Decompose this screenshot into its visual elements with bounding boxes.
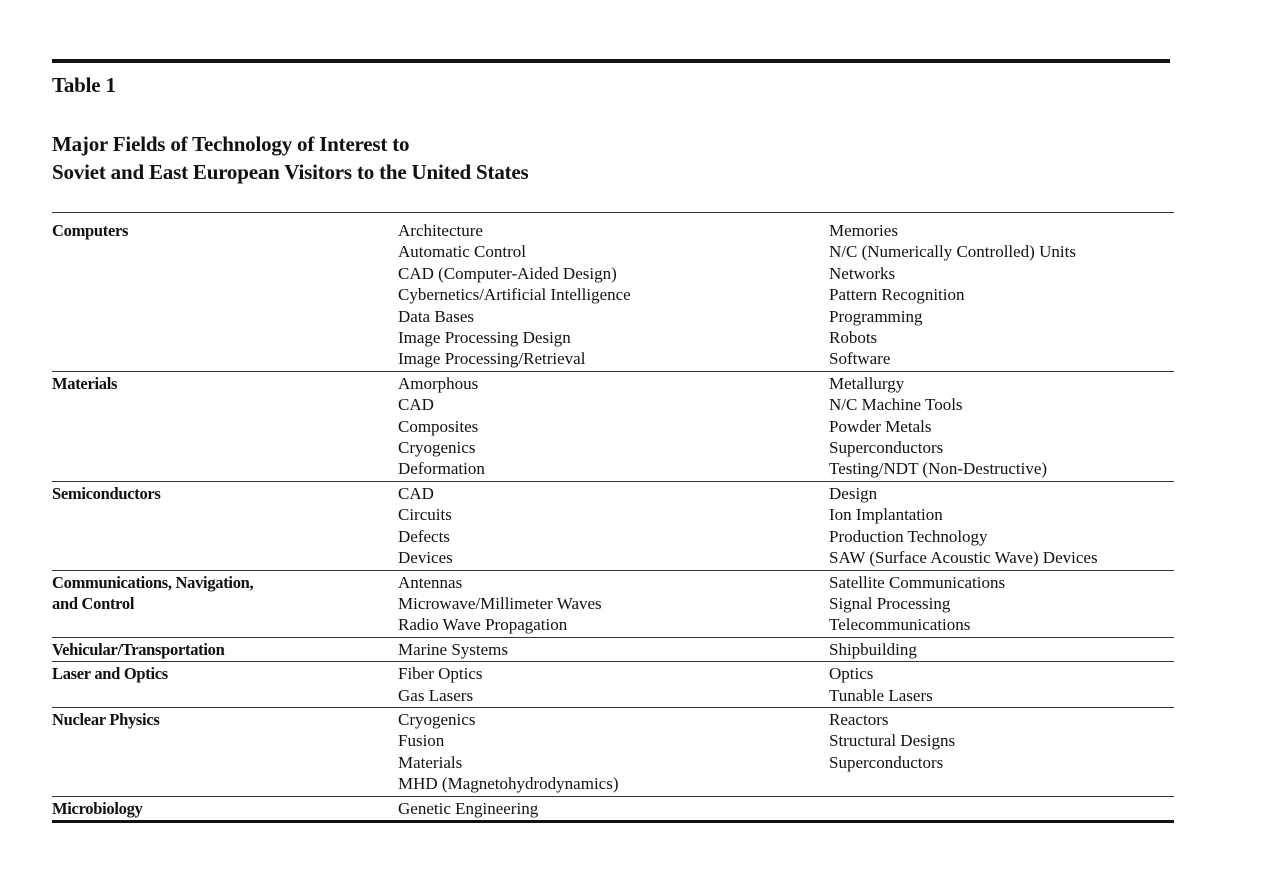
category-label: Laser and Optics: [52, 664, 168, 684]
subfield-item: Superconductors: [829, 752, 944, 772]
subfield-item: Memories: [829, 221, 898, 240]
subfield-item: Defects: [398, 526, 450, 546]
category-cell: [52, 572, 398, 636]
subfield-item: Fusion: [398, 731, 445, 751]
subfield-column-b: [829, 483, 1174, 569]
table-label: Table 1: [52, 73, 116, 97]
table-title: [52, 130, 529, 186]
subfield-item: Cybernetics/Artificial Intelligence: [398, 285, 631, 305]
subfield-item: N/C Machine Tools: [829, 395, 963, 415]
subfield-item: CAD: [398, 483, 434, 503]
header-rule: [52, 212, 1174, 213]
subfield-column-a: [398, 572, 829, 636]
table-row: [52, 482, 1174, 571]
subfield-column-a: [398, 639, 829, 660]
subfield-item: N/C (Numerically Controlled) Units: [829, 242, 1076, 262]
subfield-item: Composites: [398, 416, 479, 436]
subfield-column-a: [398, 663, 829, 706]
subfield-column-b: [829, 639, 1174, 660]
category-label: Nuclear Physics: [52, 709, 160, 729]
subfield-item: Materials: [398, 752, 463, 772]
subfield-item: MHD (Magnetohydrodynamics): [398, 774, 619, 794]
title-line: Major Fields of Technology of Interest to: [52, 132, 410, 156]
subfield-item: Testing/NDT (Non-Destructive): [829, 459, 1048, 479]
subfield-item: Image Processing/Retrieval: [398, 349, 586, 369]
category-cell: [52, 663, 398, 706]
subfield-item: Cryogenics: [398, 709, 476, 729]
subfield-item: Optics: [829, 664, 874, 684]
subfield-item: Powder Metals: [829, 416, 932, 436]
subfield-item: SAW (Surface Acoustic Wave) Devices: [829, 548, 1098, 568]
subfield-item: Reactors: [829, 709, 889, 729]
subfield-column-a: [398, 483, 829, 569]
category-label: and Control: [52, 593, 135, 613]
subfield-item: Programming: [829, 306, 923, 326]
subfield-item: Design: [829, 483, 878, 503]
technology-table: [52, 219, 1174, 823]
category-cell: [52, 483, 398, 569]
category-label: Microbiology: [52, 798, 143, 818]
table-row: [52, 708, 1174, 797]
subfield-column-b: [829, 663, 1174, 706]
subfield-item: Circuits: [398, 505, 452, 525]
category-cell: [52, 709, 398, 795]
subfield-item: Telecommunications: [829, 615, 971, 635]
table-row: [52, 571, 1174, 638]
subfield-item: Data Bases: [398, 306, 475, 326]
subfield-item: Radio Wave Propagation: [398, 615, 568, 635]
subfield-item: Metallurgy: [829, 373, 905, 393]
subfield-item: Ion Implantation: [829, 505, 943, 525]
table-row: [52, 662, 1174, 708]
table-row: [52, 797, 1174, 823]
subfield-column-a: [398, 709, 829, 795]
subfield-item: Structural Designs: [829, 731, 956, 751]
subfield-item: Amorphous: [398, 373, 479, 393]
table-row: [52, 638, 1174, 662]
subfield-column-b: [829, 798, 1174, 819]
subfield-item: Gas Lasers: [398, 685, 474, 705]
subfield-item: Cryogenics: [398, 438, 476, 458]
category-label: Semiconductors: [52, 483, 161, 503]
subfield-item: Automatic Control: [398, 242, 526, 262]
subfield-item: Architecture: [398, 221, 483, 240]
subfield-column-a: [398, 373, 829, 480]
subfield-item: Pattern Recognition: [829, 285, 965, 305]
subfield-item: CAD: [398, 395, 434, 415]
subfield-column-a: [398, 798, 829, 819]
category-cell: [52, 373, 398, 480]
subfield-item: Devices: [398, 548, 453, 568]
subfield-item: Superconductors: [829, 438, 944, 458]
subfield-item: Signal Processing: [829, 593, 951, 613]
table-row: [52, 372, 1174, 482]
category-label: Materials: [52, 373, 118, 393]
subfield-item: Image Processing Design: [398, 328, 571, 348]
subfield-item: Robots: [829, 328, 878, 348]
subfield-column-b: [829, 572, 1174, 636]
subfield-item: Networks: [829, 263, 896, 283]
subfield-item: Software: [829, 349, 891, 369]
subfield-item: Marine Systems: [398, 639, 509, 659]
category-cell: [52, 798, 398, 819]
category-label: Computers: [52, 221, 129, 240]
subfield-column-b: [829, 709, 1174, 795]
subfield-item: Fiber Optics: [398, 664, 483, 684]
subfield-item: Tunable Lasers: [829, 685, 933, 705]
subfield-column-a: [398, 220, 829, 370]
category-label: Vehicular/Transportation: [52, 639, 225, 659]
category-cell: [52, 639, 398, 660]
subfield-item: Shipbuilding: [829, 639, 917, 659]
subfield-item: Satellite Communications: [829, 572, 1006, 592]
subfield-column-b: [829, 220, 1174, 370]
title-line: Soviet and East European Visitors to the United States: [52, 160, 529, 184]
subfield-item: Genetic Engineering: [398, 798, 539, 818]
category-label: Communications, Navigation,: [52, 572, 254, 592]
top-rule: [52, 59, 1170, 63]
table-row: [52, 219, 1174, 372]
subfield-item: Antennas: [398, 572, 463, 592]
subfield-column-b: [829, 373, 1174, 480]
subfield-item: Production Technology: [829, 526, 988, 546]
category-cell: [52, 220, 398, 370]
subfield-item: Microwave/Millimeter Waves: [398, 593, 602, 613]
subfield-item: CAD (Computer-Aided Design): [398, 263, 617, 283]
subfield-item: Deformation: [398, 459, 485, 479]
